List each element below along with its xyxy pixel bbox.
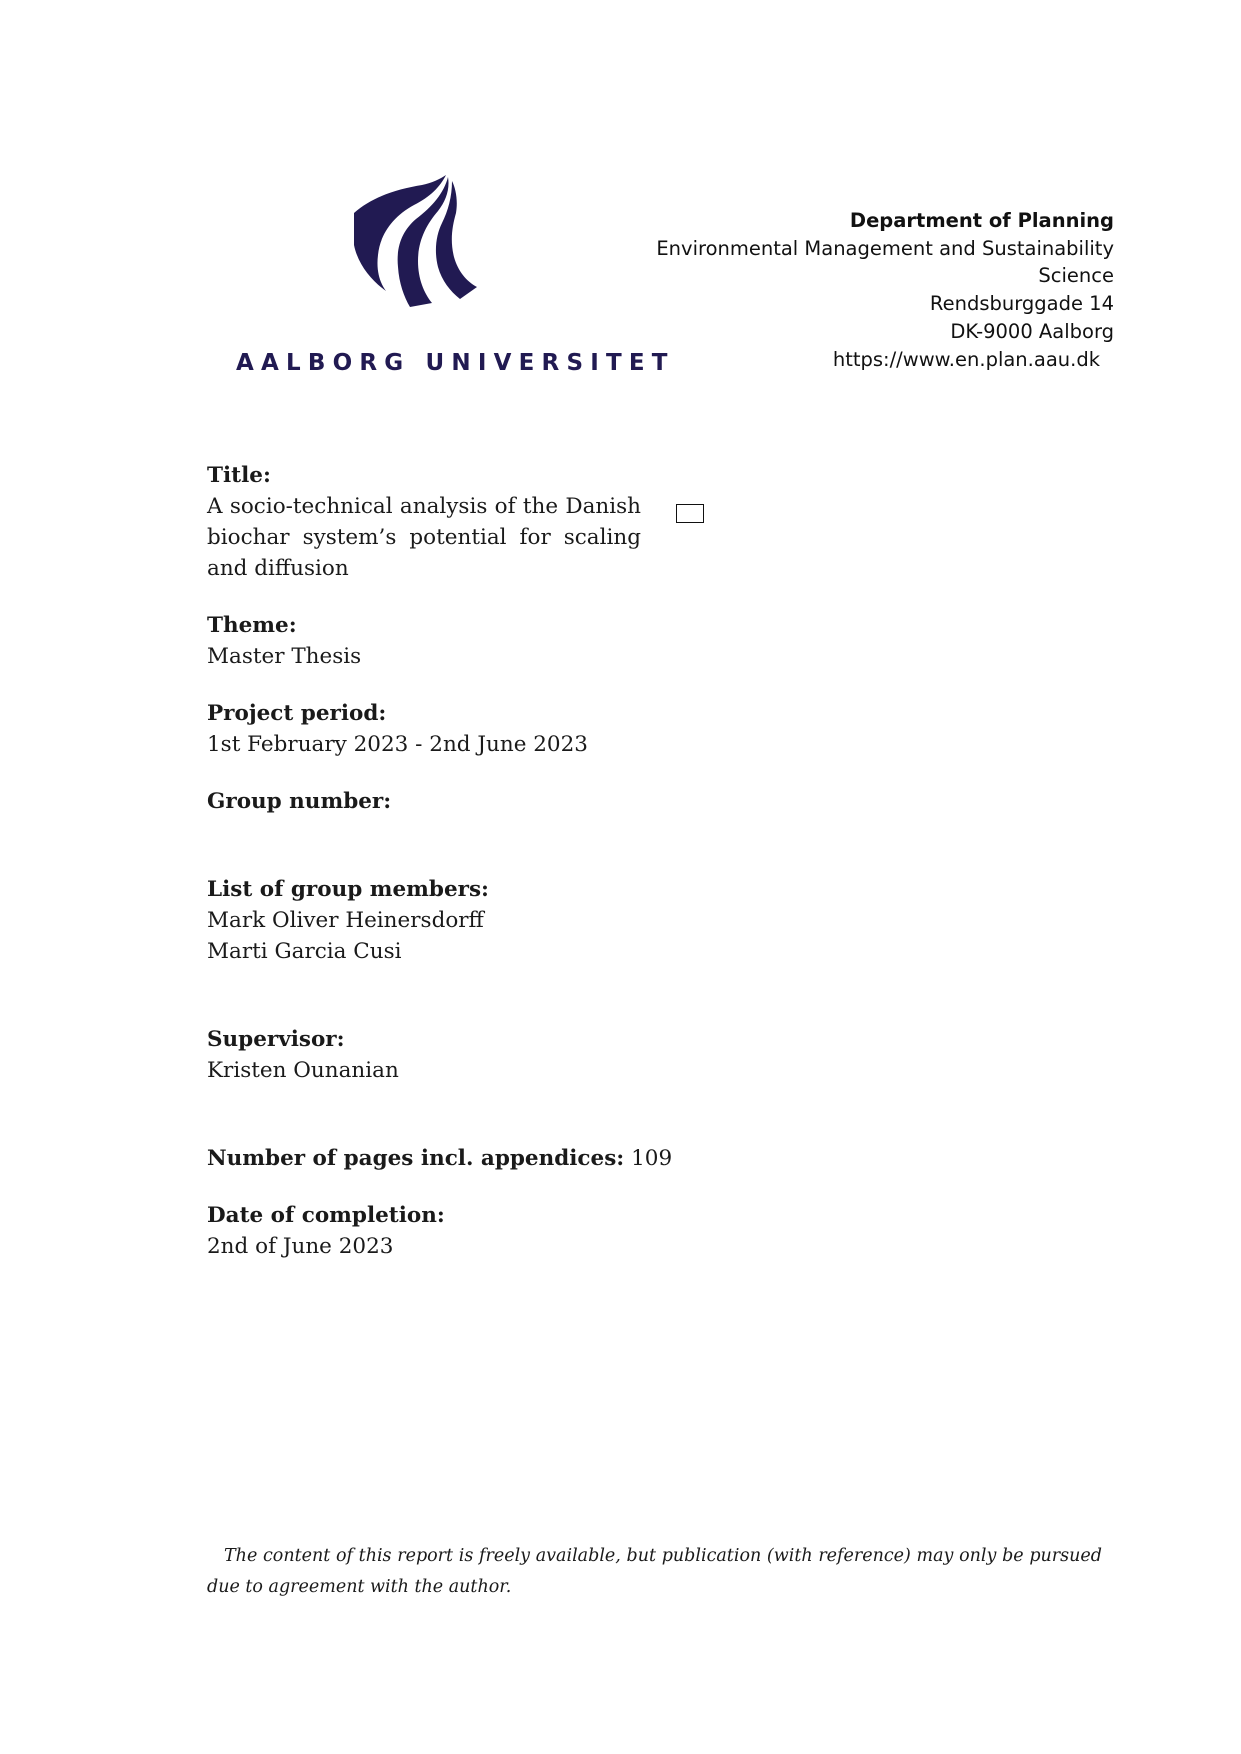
group-member: Mark Oliver Heinersdorff [207,908,484,933]
completion-section [207,1200,641,1262]
group-member: Marti Garcia Cusi [207,939,402,964]
pages-label: Number of pages incl. appendices: [207,1146,625,1171]
project-period-value: 1st February 2023 - 2nd June 2023 [207,732,588,757]
supervisor-label: Supervisor: [207,1027,345,1052]
title-value: A socio-technical analysis of the Danish biochar system’s potential for scaling and diffusion [207,494,641,581]
title-label: Title: [207,463,271,488]
project-period-label: Project period: [207,701,387,726]
department-name: Department of Planning [849,209,1114,232]
theme-value: Master Thesis [207,644,362,669]
title-section [207,460,641,584]
completion-label: Date of completion: [207,1203,445,1228]
city-address: DK-9000 Aalborg [950,319,1114,343]
department-url-link[interactable]: https://www.en.plan.aau.dk [832,347,1100,371]
group-number-label: Group number: [207,789,392,814]
theme-label: Theme: [207,613,297,638]
completion-value: 2nd of June 2023 [207,1234,394,1259]
group-members-label: List of group members: [207,877,489,902]
pages-section [207,1143,807,1174]
supervisor-section [207,1024,641,1086]
program-line-2: Science [1038,264,1114,288]
university-wordmark: AALBORG UNIVERSITET [236,350,675,376]
footer-notice: The content of this report is freely available, but publication (with reference) may only be pursued due to agreement with the author. [207,1546,1102,1597]
program-line-1: Environmental Management and Sustainability [656,236,1114,260]
group-number-section [207,786,641,817]
project-period-section [207,698,641,760]
pages-value: 109 [631,1146,673,1171]
department-address [656,207,1114,373]
group-members-section [207,874,641,967]
street-address: Rendsburggade 14 [929,292,1114,316]
theme-section [207,610,641,672]
supervisor-value: Kristen Ounanian [207,1058,399,1083]
aau-wave-logo-icon [352,175,477,307]
empty-link-box[interactable] [676,504,704,523]
